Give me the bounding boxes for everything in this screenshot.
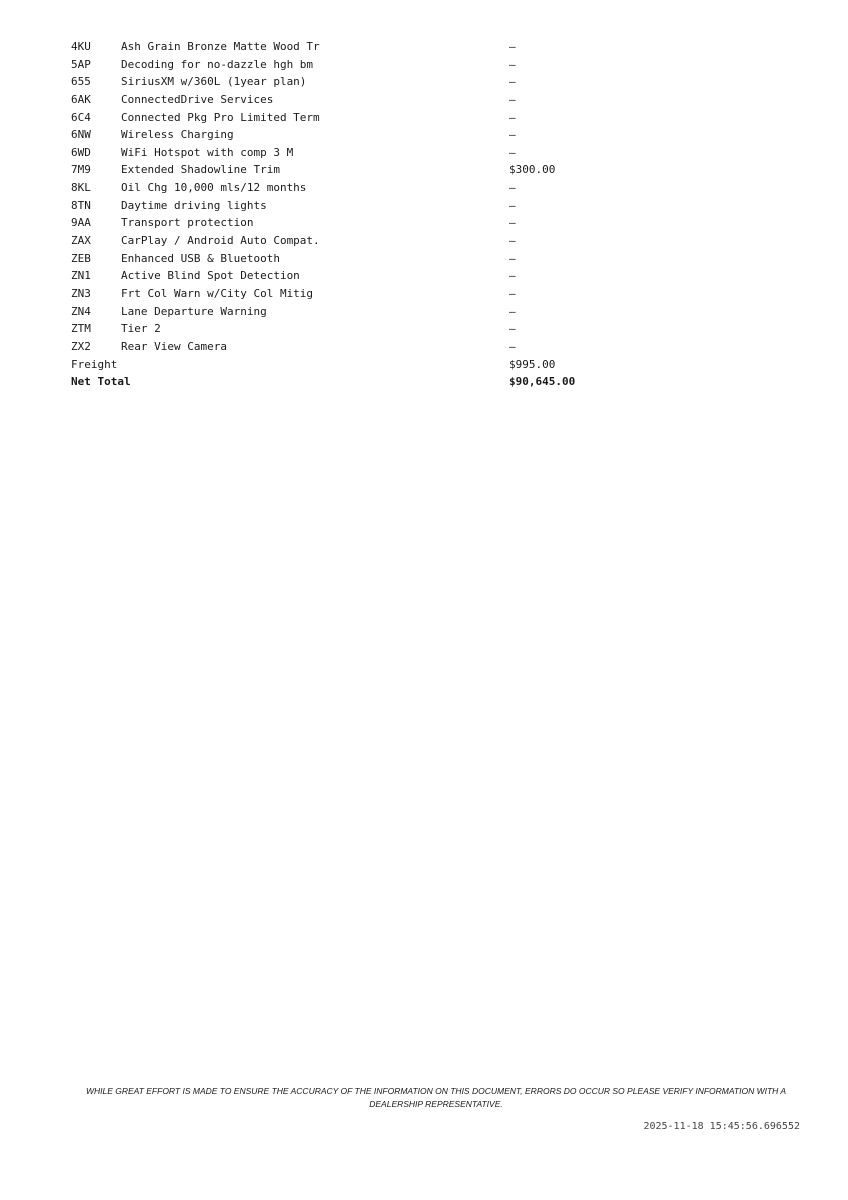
net-total-price: $90,645.00 [509,375,576,389]
option-code: 9AA [71,216,91,230]
option-description: Tier 2 [121,322,161,336]
option-row [71,303,629,321]
option-price: $300.00 [509,163,556,177]
option-code: ZN4 [71,304,91,318]
option-code: 8KL [71,181,91,195]
option-row [71,38,629,56]
net-total-row [71,373,629,391]
disclaimer-text: WHILE GREAT EFFORT IS MADE TO ENSURE THE ACCURACY OF THE INFORMATION ON THIS DOCUMENT, ERRORS DO OCCUR SO PLEASE VERIFY INFORMATION WITH A DEALERSHIP REPRESENTATIVE. [85,1086,787,1109]
option-code: ZAX [71,234,91,248]
option-row [71,232,629,250]
freight-price: $995.00 [509,357,556,371]
option-description: Decoding for no-dazzle hgh bm [121,57,314,71]
option-code: 5AP [71,57,91,71]
option-row [71,109,629,127]
option-description: Lane Departure Warning [121,304,267,318]
option-code: 6NW [71,128,91,142]
option-price: — [509,251,516,265]
option-code: 7M9 [71,163,91,177]
option-price: — [509,128,516,142]
option-description: Ash Grain Bronze Matte Wood Tr [121,40,320,53]
net-total-label: Net Total [71,375,131,389]
option-code: ZEB [71,251,91,265]
freight-label: Freight [71,357,118,371]
option-price: — [509,145,516,159]
option-description: Wireless Charging [121,128,234,142]
option-row [71,338,629,356]
option-description: Enhanced USB & Bluetooth [121,251,280,265]
option-code: 6WD [71,145,91,159]
option-code: 655 [71,75,91,89]
option-price: — [509,339,516,353]
option-description: Oil Chg 10,000 mls/12 months [121,181,307,195]
freight-row [71,356,629,374]
option-code: 6AK [71,92,91,106]
option-row [71,91,629,109]
option-price: — [509,304,516,318]
option-row [71,73,629,91]
option-price: — [509,198,516,212]
option-description: SiriusXM w/360L (1year plan) [121,75,307,89]
option-code: 8TN [71,198,91,212]
option-code: ZX2 [71,339,91,353]
option-row [71,214,629,232]
option-code: ZN3 [71,286,91,300]
option-row [71,179,629,197]
option-description: Extended Shadowline Trim [121,163,280,177]
option-description: Connected Pkg Pro Limited Term [121,110,320,124]
option-row [71,285,629,303]
option-description: Rear View Camera [121,339,227,353]
option-price: — [509,181,516,195]
option-code: ZN1 [71,269,91,283]
option-price: — [509,322,516,336]
option-price: — [509,57,516,71]
option-description: Daytime driving lights [121,198,267,212]
option-row [71,126,629,144]
option-price: — [509,269,516,283]
timestamp: 2025-11-18 15:45:56.696552 [643,1121,800,1132]
option-row [71,56,629,74]
option-price: — [509,40,516,53]
options-table [71,38,629,391]
option-price: — [509,110,516,124]
option-price: — [509,234,516,248]
option-row [71,161,629,179]
option-price: — [509,92,516,106]
option-row [71,320,629,338]
option-description: WiFi Hotspot with comp 3 M [121,145,294,159]
option-price: — [509,286,516,300]
option-price: — [509,216,516,230]
option-row [71,197,629,215]
option-description: CarPlay / Android Auto Compat. [121,234,320,248]
option-row [71,144,629,162]
option-code: 4KU [71,40,91,53]
option-description: ConnectedDrive Services [121,92,274,106]
option-description: Active Blind Spot Detection [121,269,300,283]
option-code: 6C4 [71,110,91,124]
option-price: — [509,75,516,89]
option-row [71,267,629,285]
option-description: Frt Col Warn w/City Col Mitig [121,286,314,300]
option-row [71,250,629,268]
option-code: ZTM [71,322,91,336]
option-description: Transport protection [121,216,254,230]
